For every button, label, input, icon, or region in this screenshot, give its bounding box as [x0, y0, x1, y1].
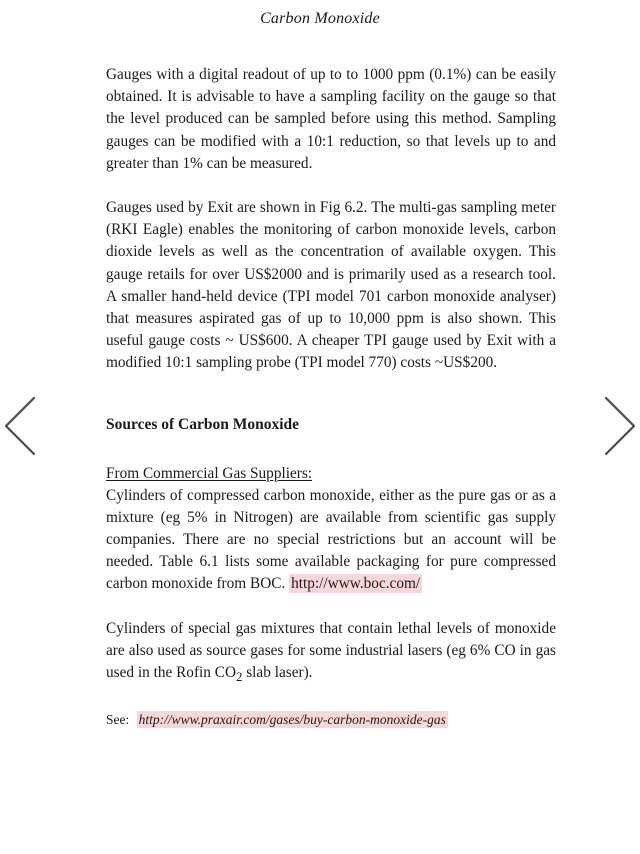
subscript-two: 2: [236, 670, 243, 685]
paragraph-gauges-readout: Gauges with a digital readout of up to to 1000 ppm (0.1%) can be easily obtained. It is advisable to have a sampling facility on the gauge so that the level produced can be sampled before using this method. Sampling gauges can be modified with a 10:1 reduction, so that levels up to and greater than 1% can be measured.: [106, 66, 556, 172]
section-heading: Sources of Carbon Monoxide: [106, 415, 300, 433]
paragraph-special-gas-text: Cylinders of special gas mixtures that contain lethal levels of monoxide are also used as source gases for some industrial lasers (eg 6% CO in gas used in the Rofin CO: [106, 619, 556, 682]
previous-page-button[interactable]: [0, 392, 40, 460]
next-page-button[interactable]: [600, 392, 640, 460]
see-label: See:: [106, 712, 130, 728]
page-body: [106, 64, 556, 730]
chevron-left-icon: [0, 392, 40, 460]
paragraph-special-gas-tail: slab laser).: [242, 664, 313, 682]
page-title: Carbon Monoxide: [260, 10, 380, 27]
paragraph-cylinders: [106, 485, 556, 596]
praxair-link[interactable]: http://www.praxair.com/gases/buy-carbon-monoxide-gas: [138, 712, 446, 728]
see-reference: [106, 710, 556, 730]
boc-link[interactable]: http://www.boc.com/: [291, 575, 421, 593]
paragraph-special-gas: [106, 618, 556, 689]
subheading-commercial-suppliers: From Commercial Gas Suppliers:: [106, 464, 313, 482]
paragraph-gauges-exit: Gauges used by Exit are shown in Fig 6.2. The multi-gas sampling meter (RKI Eagle) enables the monitoring of carbon monoxide levels, carbon dioxide levels as well as the concentration of available oxygen. This gauge retails for over US$2000 and is primarily used as a research tool. A smaller hand-held device (TPI model 701 carbon monoxide analyser) that measures aspirated gas of up to 10,000 ppm is also shown. This useful gauge costs ~ US$600. A cheaper TPI gauge used by Exit with a modified 10:1 sampling probe (TPI model 770) costs ~US$200.: [106, 199, 556, 372]
paragraph-cylinders-text: Cylinders of compressed carbon monoxide, either as the pure gas or as a mixture (eg 5% in Nitrogen) are available from scientific gas supply companies. There are no special restrictions but an account will be needed. Table 6.1 lists some available packaging for pure compressed carbon monoxide from BOC.: [106, 486, 556, 593]
chevron-right-icon: [600, 392, 640, 460]
